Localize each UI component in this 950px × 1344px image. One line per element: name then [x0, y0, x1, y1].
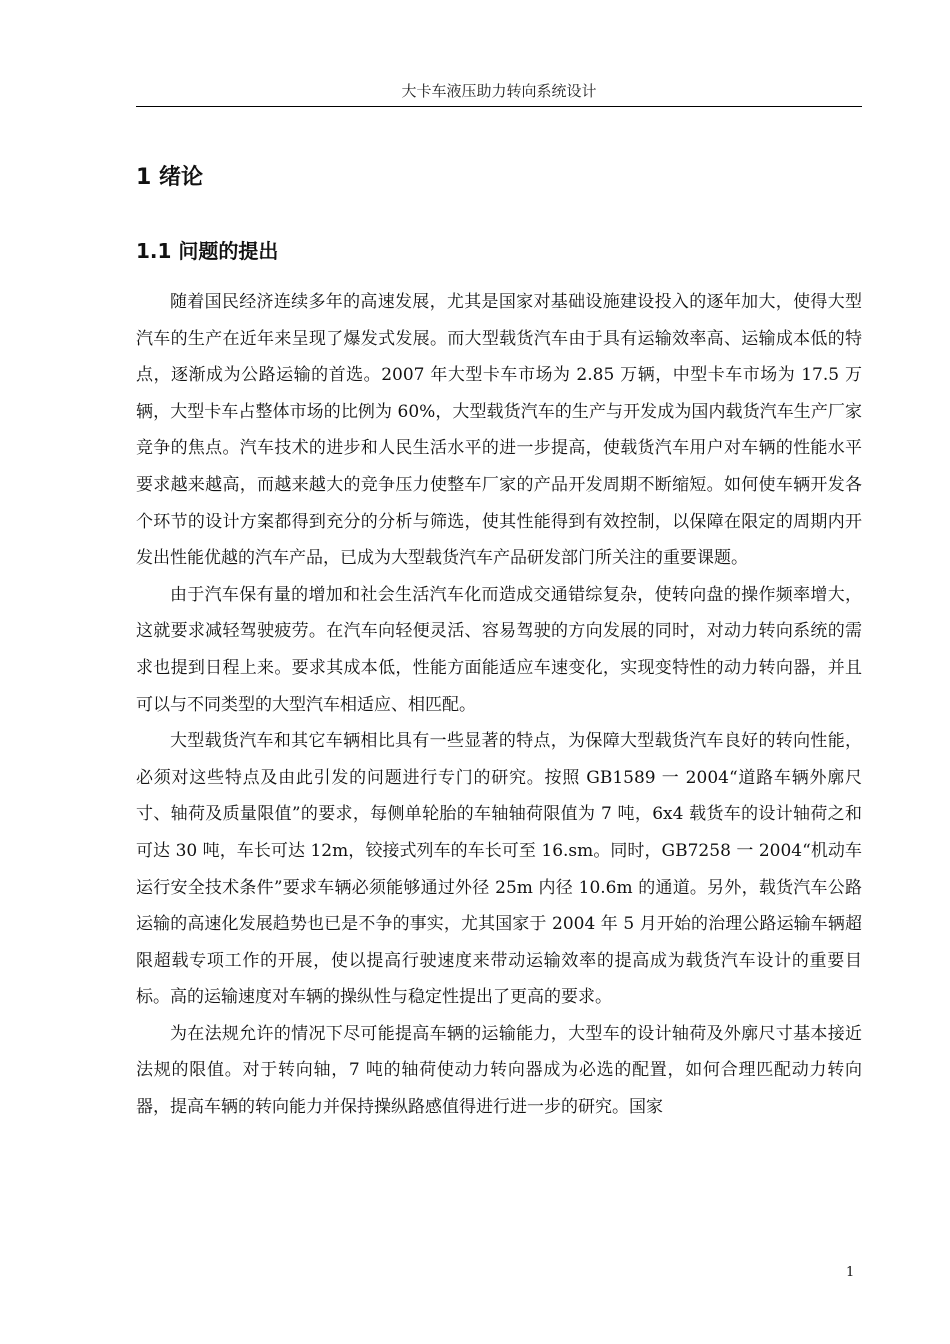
running-header: 大卡车液压助力转向系统设计	[136, 80, 862, 107]
page-number: 1	[846, 1265, 855, 1280]
paragraph: 为在法规允许的情况下尽可能提高车辆的运输能力，大型车的设计轴荷及外廓尺寸基本接近法规的限值。对于转向轴，7 吨的轴荷使动力转向器成为必选的配置，如何合理匹配动力转向器，提高车辆的转向能力并保持操纵路感值得进行进一步的研究。国家	[136, 1023, 862, 1118]
paragraph: 大型载货汽车和其它车辆相比具有一些显著的特点，为保障大型载货汽车良好的转向性能，必须对这些特点及由此引发的问题进行专门的研究。按照 GB1589 一 2004“道路车辆外廓尺寸、轴荷及质量限值”的要求，每侧单轮胎的车轴轴荷限值为 7 吨，6x4 载货车的设计轴荷之和可达 30 吨，车长可达 12m，铰接式列车的车长可至 16.sm。同时，GB7258 一 2004“机动车运行安全技术条件”要求车辆必须能够通过外径 25m 内径 10.6m 的通道。另外，载货汽车公路运输的高速化发展趋势也已是不争的事实，尤其国家于 2004 年 5 月开始的治理公路运输车辆超限超载专项工作的开展，使以提高行驶速度来带动运输效率的提高成为载货汽车设计的重要目标。高的运输速度对车辆的操纵性与稳定性提出了更高的要求。	[136, 731, 862, 1008]
paragraph: 随着国民经济连续多年的高速发展，尤其是国家对基础设施建设投入的逐年加大，使得大型汽车的生产在近年来呈现了爆发式发展。而大型载货汽车由于具有运输效率高、运输成本低的特点，逐渐成为公路运输的首选。2007 年大型卡车市场为 2.85 万辆，中型卡车市场为 17.5 万辆，大型卡车占整体市场的比例为 60%，大型载货汽车的生产与开发成为国内载货汽车生产厂家竞争的焦点。汽车技术的进步和人民生活水平的进一步提高，使载货汽车用户对车辆的性能水平要求越来越高，而越来越大的竞争压力使整车厂家的产品开发周期不断缩短。如何使车辆开发各个环节的设计方案都得到充分的分析与筛选，使其性能得到有效控制，以保障在限定的周期内开发出性能优越的汽车产品，已成为大型载货汽车产品研发部门所关注的重要课题。	[136, 292, 862, 569]
body-text	[136, 284, 862, 1126]
paragraph: 由于汽车保有量的增加和社会生活汽车化而造成交通错综复杂，使转向盘的操作频率增大，这就要求减轻驾驶疲劳。在汽车向轻便灵活、容易驾驶的方向发展的同时，对动力转向系统的需求也提到日程上来。要求其成本低，性能方面能适应车速变化，实现变特性的动力转向器，并且可以与不同类型的大型汽车相适应、相匹配。	[136, 584, 862, 715]
section-title: 1.1 问题的提出	[136, 239, 279, 263]
chapter-title: 1 绪论	[136, 165, 203, 190]
